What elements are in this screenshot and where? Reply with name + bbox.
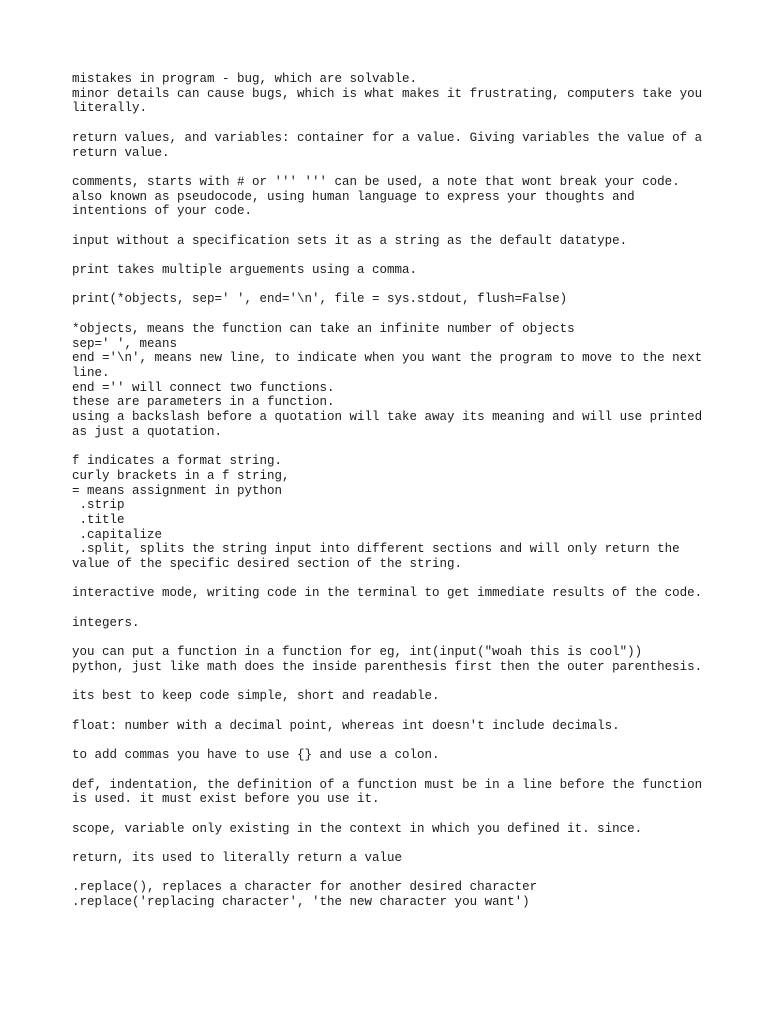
note-line: print takes multiple arguements using a comma.	[72, 263, 418, 278]
note-paragraph	[72, 822, 712, 837]
note-line: = means assignment in python	[72, 483, 283, 498]
note-line: .replace(), replaces a character for another desired character	[72, 880, 538, 895]
note-line: .replace('replacing character', 'the new character you want')	[72, 895, 530, 910]
note-line: using a backslash before a quotation will take away its meaning and will use printed as just a quotation.	[72, 410, 710, 439]
note-line: *objects, means the function can take an infinite number of objects	[72, 321, 575, 336]
note-paragraph	[72, 263, 712, 278]
note-paragraph	[72, 748, 712, 763]
note-paragraph	[72, 719, 712, 734]
note-line: scope, variable only existing in the context in which you defined it. since.	[72, 821, 643, 836]
note-line: its best to keep code simple, short and readable.	[72, 689, 440, 704]
note-line: interactive mode, writing code in the terminal to get immediate results of the code.	[72, 586, 703, 601]
note-line: sep=' ', means	[72, 336, 178, 351]
note-line: end ='' will connect two functions.	[72, 380, 335, 395]
note-paragraph	[72, 454, 712, 572]
note-line: these are parameters in a function.	[72, 395, 335, 410]
note-line: return, its used to literally return a value	[72, 851, 403, 866]
note-line: print(*objects, sep=' ', end='\n', file = sys.stdout, flush=False)	[72, 292, 568, 307]
note-line: float: number with a decimal point, whereas int doesn't include decimals.	[72, 718, 620, 733]
note-paragraph	[72, 322, 712, 440]
note-paragraph	[72, 689, 712, 704]
note-paragraph	[72, 851, 712, 866]
note-line: integers.	[72, 615, 140, 630]
note-paragraph	[72, 72, 712, 116]
note-paragraph	[72, 778, 712, 807]
note-line: end ='\n', means new line, to indicate when you want the program to move to the next line.	[72, 351, 710, 380]
note-line: .title	[72, 512, 125, 527]
note-paragraph	[72, 616, 712, 631]
note-paragraph	[72, 131, 712, 160]
note-paragraph	[72, 880, 712, 909]
note-line: f indicates a format string.	[72, 454, 283, 469]
note-line: def, indentation, the definition of a function must be in a line before the function is used. it must exist before you use it.	[72, 777, 710, 807]
note-line: comments, starts with # or ''' ''' can be used, a note that wont break your code.	[72, 174, 680, 189]
note-line: .split, splits the string input into different sections and will only return the value of the specific desired section of the string.	[72, 542, 688, 572]
note-line: input without a specification sets it as a string as the default datatype.	[72, 233, 628, 248]
note-line: .capitalize	[72, 527, 163, 542]
note-line: python, just like math does the inside parenthesis first then the outer parenthesis.	[72, 659, 703, 674]
document-page	[72, 72, 712, 925]
note-line: minor details can cause bugs, which is what makes it frustrating, computers take you literally.	[72, 86, 710, 116]
note-line: also known as pseudocode, using human language to express your thoughts and intentions of your code.	[72, 189, 643, 219]
note-line: to add commas you have to use {} and use a colon.	[72, 748, 440, 763]
note-line: .strip	[72, 498, 125, 513]
note-paragraph	[72, 234, 712, 249]
note-paragraph	[72, 175, 712, 219]
note-paragraph	[72, 292, 712, 307]
note-paragraph	[72, 645, 712, 674]
note-paragraph	[72, 586, 712, 601]
note-line: mistakes in program - bug, which are solvable.	[72, 72, 418, 86]
note-line: curly brackets in a f string,	[72, 468, 290, 483]
note-line: you can put a function in a function for eg, int(input("woah this is cool"))	[72, 645, 643, 660]
note-line: return values, and variables: container for a value. Giving variables the value of a return value.	[72, 130, 710, 160]
